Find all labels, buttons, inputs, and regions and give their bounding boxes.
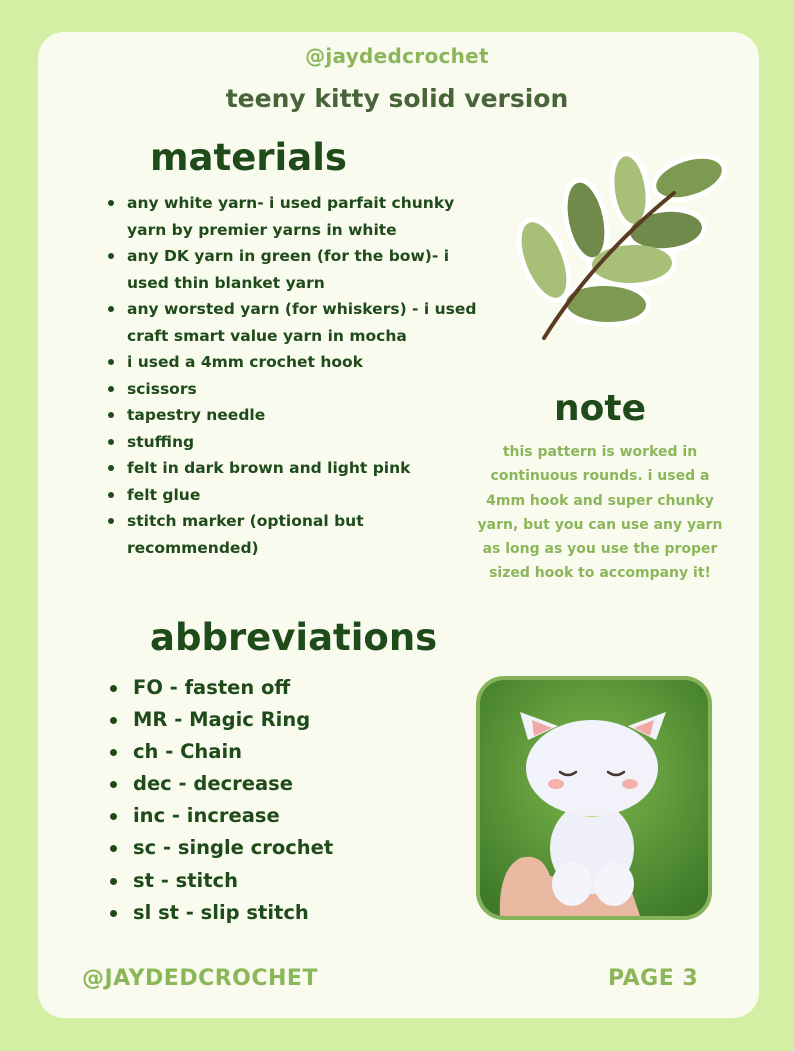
note-heading: note — [554, 388, 646, 429]
list-item: stuffing — [104, 429, 484, 456]
abbreviations-heading: abbreviations — [150, 616, 438, 659]
list-item: any worsted yarn (for whiskers) - i used craft smart value yarn in mocha — [104, 296, 484, 349]
leaf-sprig-icon — [504, 148, 734, 353]
list-item: tapestry needle — [104, 402, 484, 429]
list-item: st - stitch — [106, 865, 466, 897]
list-item: dec - decrease — [106, 768, 466, 800]
pattern-title: teeny kitty solid version — [225, 84, 569, 113]
list-item: i used a 4mm crochet hook — [104, 349, 484, 376]
list-item: stitch marker (optional but recommended) — [104, 508, 484, 561]
crochet-kitty-photo — [476, 676, 712, 920]
list-item: felt in dark brown and light pink — [104, 455, 484, 482]
list-item: any DK yarn in green (for the bow)- i used thin blanket yarn — [104, 243, 484, 296]
list-item: sc - single crochet — [106, 832, 466, 864]
page-number: PAGE 3 — [608, 966, 699, 991]
materials-heading: materials — [150, 136, 347, 179]
list-item: FO - fasten off — [106, 672, 466, 704]
list-item: ch - Chain — [106, 736, 466, 768]
footer-handle: @JAYDEDCROCHET — [82, 966, 318, 991]
header-handle: @jaydedcrochet — [305, 44, 489, 68]
list-item: felt glue — [104, 482, 484, 509]
abbreviations-list — [106, 672, 466, 929]
list-item: sl st - slip stitch — [106, 897, 466, 929]
list-item: inc - increase — [106, 800, 466, 832]
list-item: scissors — [104, 376, 484, 403]
note-text: this pattern is worked in continuous rounds. i used a 4mm hook and super chunky yarn, but you can use any yarn as long as you use the proper sized hook to accompany it! — [477, 444, 723, 582]
list-item: MR - Magic Ring — [106, 704, 466, 736]
list-item: any white yarn- i used parfait chunky yarn by premier yarns in white — [104, 190, 484, 243]
materials-list — [104, 190, 484, 561]
